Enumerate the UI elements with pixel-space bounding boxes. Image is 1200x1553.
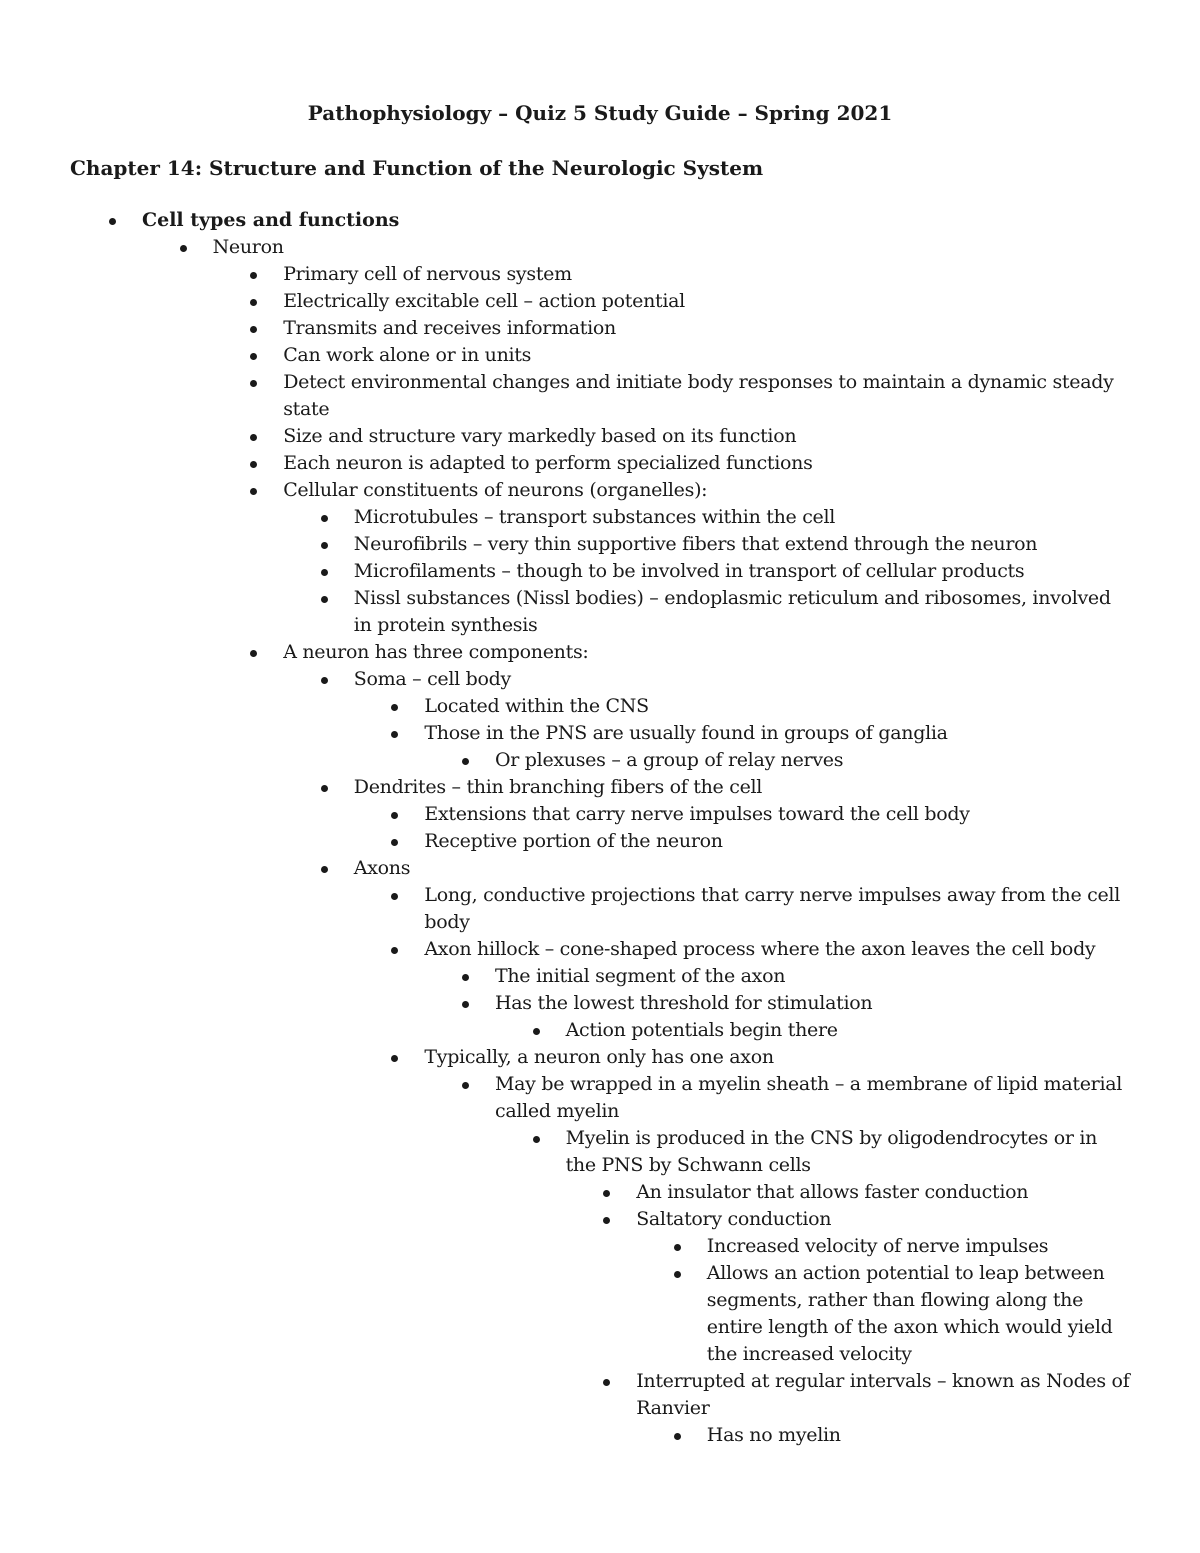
outline-line: Neurofibrils – very thin supportive fibers that extend through the neuron (353, 533, 1038, 555)
bullet-icon (321, 569, 328, 576)
bullet-icon (391, 1055, 398, 1062)
outline-line: state (283, 398, 330, 420)
bullet-icon (391, 812, 398, 819)
bullet-icon (250, 299, 257, 306)
outline-line: body (424, 911, 470, 933)
outline-line: Myelin is produced in the CNS by oligodendrocytes or in (565, 1127, 1098, 1149)
outline-line: Those in the PNS are usually found in groups of ganglia (424, 722, 948, 744)
outline-line: A neuron has three components: (283, 641, 589, 663)
outline-line: called myelin (495, 1100, 620, 1122)
bullet-icon (250, 380, 257, 387)
outline-line: Electrically excitable cell – action potential (283, 290, 685, 312)
outline-line: Cellular constituents of neurons (organelles): (283, 479, 708, 501)
bullet-icon (674, 1433, 681, 1440)
outline-line: The initial segment of the axon (495, 965, 786, 987)
outline-line: Primary cell of nervous system (283, 263, 572, 285)
outline-line: Microfilaments – though to be involved in transport of cellular products (353, 560, 1025, 582)
outline-line: Soma – cell body (353, 668, 511, 690)
bullet-icon (250, 488, 257, 495)
bullet-icon (674, 1271, 681, 1278)
bullet-icon (462, 1001, 469, 1008)
bullet-icon (603, 1190, 610, 1197)
bullet-icon (321, 515, 328, 522)
outline-line: May be wrapped in a myelin sheath – a membrane of lipid material (495, 1073, 1123, 1095)
outline-line: Cell types and functions (142, 209, 400, 231)
bullet-icon (180, 245, 187, 252)
bullet-icon (321, 866, 328, 873)
outline-line: the PNS by Schwann cells (565, 1154, 811, 1176)
bullet-icon (603, 1217, 610, 1224)
outline-line: entire length of the axon which would yield (706, 1316, 1113, 1338)
outline-line: Size and structure vary markedly based on its function (283, 425, 797, 447)
outline-line: Has the lowest threshold for stimulation (495, 992, 873, 1014)
page-title: Pathophysiology – Quiz 5 Study Guide – Spring 2021 (307, 101, 893, 125)
bullet-icon (109, 218, 116, 225)
bullet-icon (462, 974, 469, 981)
outline-line: Detect environmental changes and initiate body responses to maintain a dynamic steady (283, 371, 1114, 393)
bullet-icon (603, 1379, 610, 1386)
outline-line: segments, rather than flowing along the (706, 1289, 1084, 1311)
outline-line: Action potentials begin there (565, 1019, 838, 1041)
outline-line: Neuron (212, 236, 284, 258)
outline-line: Or plexuses – a group of relay nerves (495, 749, 844, 771)
outline-line: Dendrites – thin branching fibers of the cell (353, 776, 763, 798)
outline-line: An insulator that allows faster conduction (636, 1181, 1029, 1203)
outline-line: Each neuron is adapted to perform specialized functions (283, 452, 813, 474)
outline-line: Ranvier (636, 1397, 710, 1419)
bullet-icon (321, 785, 328, 792)
outline-line: Typically, a neuron only has one axon (424, 1046, 774, 1068)
outline-line: Microtubules – transport substances within the cell (353, 506, 836, 528)
bullet-icon (321, 542, 328, 549)
outline-line: Saltatory conduction (636, 1208, 832, 1230)
bullet-icon (391, 704, 398, 711)
outline-line: Receptive portion of the neuron (424, 830, 723, 852)
outline-line: Can work alone or in units (283, 344, 532, 366)
bullet-icon (533, 1028, 540, 1035)
chapter-heading: Chapter 14: Structure and Function of the Neurologic System (70, 156, 764, 180)
bullet-icon (674, 1244, 681, 1251)
bullet-icon (462, 1082, 469, 1089)
outline-line: Axon hillock – cone-shaped process where the axon leaves the cell body (424, 938, 1096, 960)
outline-line: Long, conductive projections that carry nerve impulses away from the cell (424, 884, 1120, 906)
bullet-icon (250, 353, 257, 360)
outline-line: Increased velocity of nerve impulses (706, 1235, 1049, 1257)
bullet-icon (250, 326, 257, 333)
bullet-icon (391, 731, 398, 738)
bullet-icon (250, 272, 257, 279)
bullet-icon (462, 758, 469, 765)
bullet-icon (391, 893, 398, 900)
bullet-icon (391, 947, 398, 954)
bullet-icon (533, 1136, 540, 1143)
outline-line: Transmits and receives information (283, 317, 616, 339)
outline-line: Axons (353, 857, 411, 879)
outline-line: Nissl substances (Nissl bodies) – endoplasmic reticulum and ribosomes, involved (353, 587, 1111, 609)
outline-line: Located within the CNS (424, 695, 649, 717)
bullet-icon (250, 650, 257, 657)
bullet-icon (250, 461, 257, 468)
bullet-icon (321, 677, 328, 684)
outline-line: Extensions that carry nerve impulses toward the cell body (424, 803, 970, 825)
bullet-icon (321, 596, 328, 603)
outline-line: Has no myelin (706, 1424, 841, 1446)
bullet-icon (250, 434, 257, 441)
outline-line: the increased velocity (706, 1343, 912, 1365)
outline-line: Interrupted at regular intervals – known as Nodes of (636, 1370, 1130, 1392)
outline-line: in protein synthesis (353, 614, 538, 636)
bullet-icon (391, 839, 398, 846)
outline-line: Allows an action potential to leap between (706, 1262, 1105, 1284)
